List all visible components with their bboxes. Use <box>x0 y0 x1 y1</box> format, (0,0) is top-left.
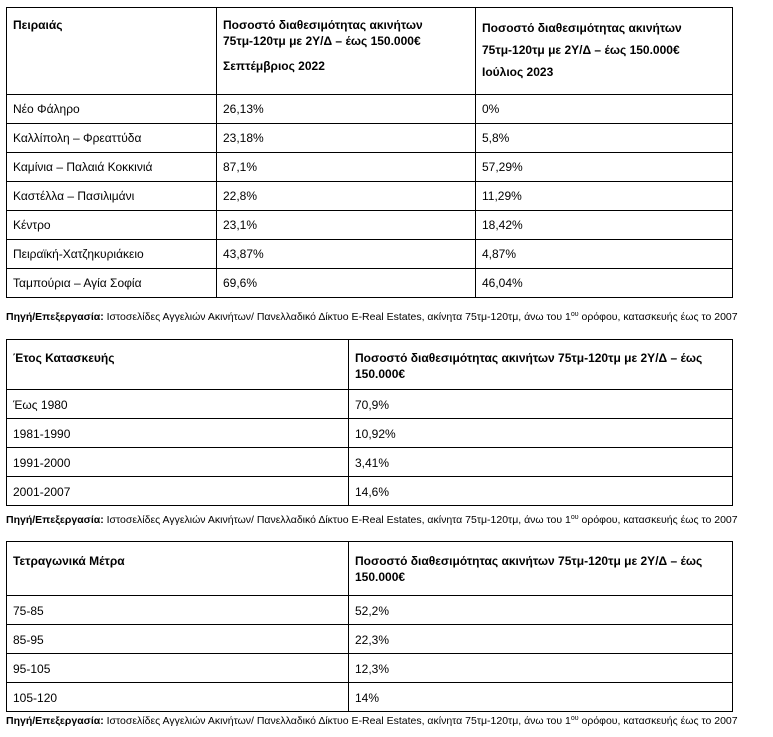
source-text: Ιστοσελίδες Αγγελιών Ακινήτων/ Πανελλαδικό Δίκτυο E-Real Estates, ακίνητα 75τμ-120τμ, άνω του 1 <box>103 311 571 323</box>
source-label: Πηγή/Επεξεργασία: <box>6 715 104 727</box>
table-row <box>7 269 733 298</box>
cell-year: 2001-2007 <box>7 477 349 506</box>
header-jul2023-title: Ποσοστό διαθεσιμότητας ακινήτων 75τμ-120τμ με 2Υ/Δ – έως 150.000€ <box>482 21 682 57</box>
header-availability: Ποσοστό διαθεσιμότητας ακινήτων 75τμ-120τμ με 2Υ/Δ – έως 150.000€ <box>349 340 733 390</box>
source-sup: ου <box>570 715 579 722</box>
source-sup: ου <box>570 514 579 521</box>
table-header-row <box>7 340 733 390</box>
cell-sep2022: 43,87% <box>217 240 476 269</box>
cell-value: 14% <box>349 683 733 712</box>
cell-jul2023: 4,87% <box>476 240 733 269</box>
header-jul2023 <box>476 8 733 95</box>
cell-sep2022: 22,8% <box>217 182 476 211</box>
cell-area: Πειραϊκή-Χατζηκυριάκειο <box>7 240 217 269</box>
header-sep2022 <box>217 8 476 95</box>
cell-jul2023: 0% <box>476 95 733 124</box>
header-sep2022-title: Ποσοστό διαθεσιμότητας ακινήτων 75τμ-120τμ με 2Υ/Δ – έως 150.000€ <box>223 18 423 48</box>
source-text: Ιστοσελίδες Αγγελιών Ακινήτων/ Πανελλαδικό Δίκτυο E-Real Estates, ακίνητα 75τμ-120τμ, άνω του 1 <box>103 514 571 526</box>
table-row <box>7 240 733 269</box>
cell-value: 3,41% <box>349 448 733 477</box>
availability-by-area-table <box>6 7 733 298</box>
cell-value: 10,92% <box>349 419 733 448</box>
header-area: Πειραιάς <box>7 8 217 95</box>
cell-area: Νέο Φάληρο <box>7 95 217 124</box>
table-row <box>7 625 733 654</box>
cell-sep2022: 69,6% <box>217 269 476 298</box>
table-row <box>7 211 733 240</box>
source-note <box>6 311 738 323</box>
cell-sep2022: 26,13% <box>217 95 476 124</box>
source-note <box>6 715 738 727</box>
table-row <box>7 654 733 683</box>
cell-jul2023: 11,29% <box>476 182 733 211</box>
header-square-meters: Τετραγωνικά Μέτρα <box>7 542 349 596</box>
cell-jul2023: 5,8% <box>476 124 733 153</box>
cell-sep2022: 87,1% <box>217 153 476 182</box>
cell-value: 22,3% <box>349 625 733 654</box>
cell-sep2022: 23,18% <box>217 124 476 153</box>
header-availability: Ποσοστό διαθεσιμότητας ακινήτων 75τμ-120τμ με 2Υ/Δ – έως 150.000€ <box>349 542 733 596</box>
source-text-end: ορόφου, κατασκευής έως το 2007 <box>578 514 738 526</box>
cell-value: 14,6% <box>349 477 733 506</box>
header-construction-year: Έτος Κατασκευής <box>7 340 349 390</box>
cell-sqm: 75-85 <box>7 596 349 625</box>
cell-year: 1981-1990 <box>7 419 349 448</box>
table-row <box>7 596 733 625</box>
cell-value: 12,3% <box>349 654 733 683</box>
cell-year: 1991-2000 <box>7 448 349 477</box>
table-row <box>7 95 733 124</box>
source-text-end: ορόφου, κατασκευής έως το 2007 <box>578 715 738 727</box>
table-row <box>7 448 733 477</box>
source-label: Πηγή/Επεξεργασία: <box>6 514 104 526</box>
header-sep2022-period: Σεπτέμβριος 2022 <box>223 59 325 73</box>
source-note <box>6 514 738 526</box>
source-text: Ιστοσελίδες Αγγελιών Ακινήτων/ Πανελλαδικό Δίκτυο E-Real Estates, ακίνητα 75τμ-120τμ, άνω του 1 <box>103 715 571 727</box>
table-row <box>7 182 733 211</box>
cell-area: Καμίνια – Παλαιά Κοκκινιά <box>7 153 217 182</box>
cell-jul2023: 18,42% <box>476 211 733 240</box>
table-row <box>7 419 733 448</box>
table-row <box>7 683 733 712</box>
table-header-row <box>7 542 733 596</box>
source-sup: ου <box>570 311 579 318</box>
table-row <box>7 124 733 153</box>
cell-area: Καλλίπολη – Φρεαττύδα <box>7 124 217 153</box>
header-jul2023-period: Ιούλιος 2023 <box>482 65 554 79</box>
cell-jul2023: 46,04% <box>476 269 733 298</box>
cell-sqm: 95-105 <box>7 654 349 683</box>
table-row <box>7 477 733 506</box>
table-row <box>7 390 733 419</box>
cell-year: Έως 1980 <box>7 390 349 419</box>
cell-area: Καστέλλα – Πασιλιμάνι <box>7 182 217 211</box>
availability-by-square-meters-table <box>6 541 733 712</box>
source-text-end: ορόφου, κατασκευής έως το 2007 <box>578 311 738 323</box>
cell-value: 70,9% <box>349 390 733 419</box>
table-row <box>7 153 733 182</box>
table-header-row <box>7 8 733 95</box>
cell-sqm: 85-95 <box>7 625 349 654</box>
cell-jul2023: 57,29% <box>476 153 733 182</box>
cell-area: Ταμπούρια – Αγία Σοφία <box>7 269 217 298</box>
availability-by-construction-year-table <box>6 339 733 506</box>
cell-area: Κέντρο <box>7 211 217 240</box>
cell-sep2022: 23,1% <box>217 211 476 240</box>
cell-sqm: 105-120 <box>7 683 349 712</box>
source-label: Πηγή/Επεξεργασία: <box>6 311 104 323</box>
cell-value: 52,2% <box>349 596 733 625</box>
